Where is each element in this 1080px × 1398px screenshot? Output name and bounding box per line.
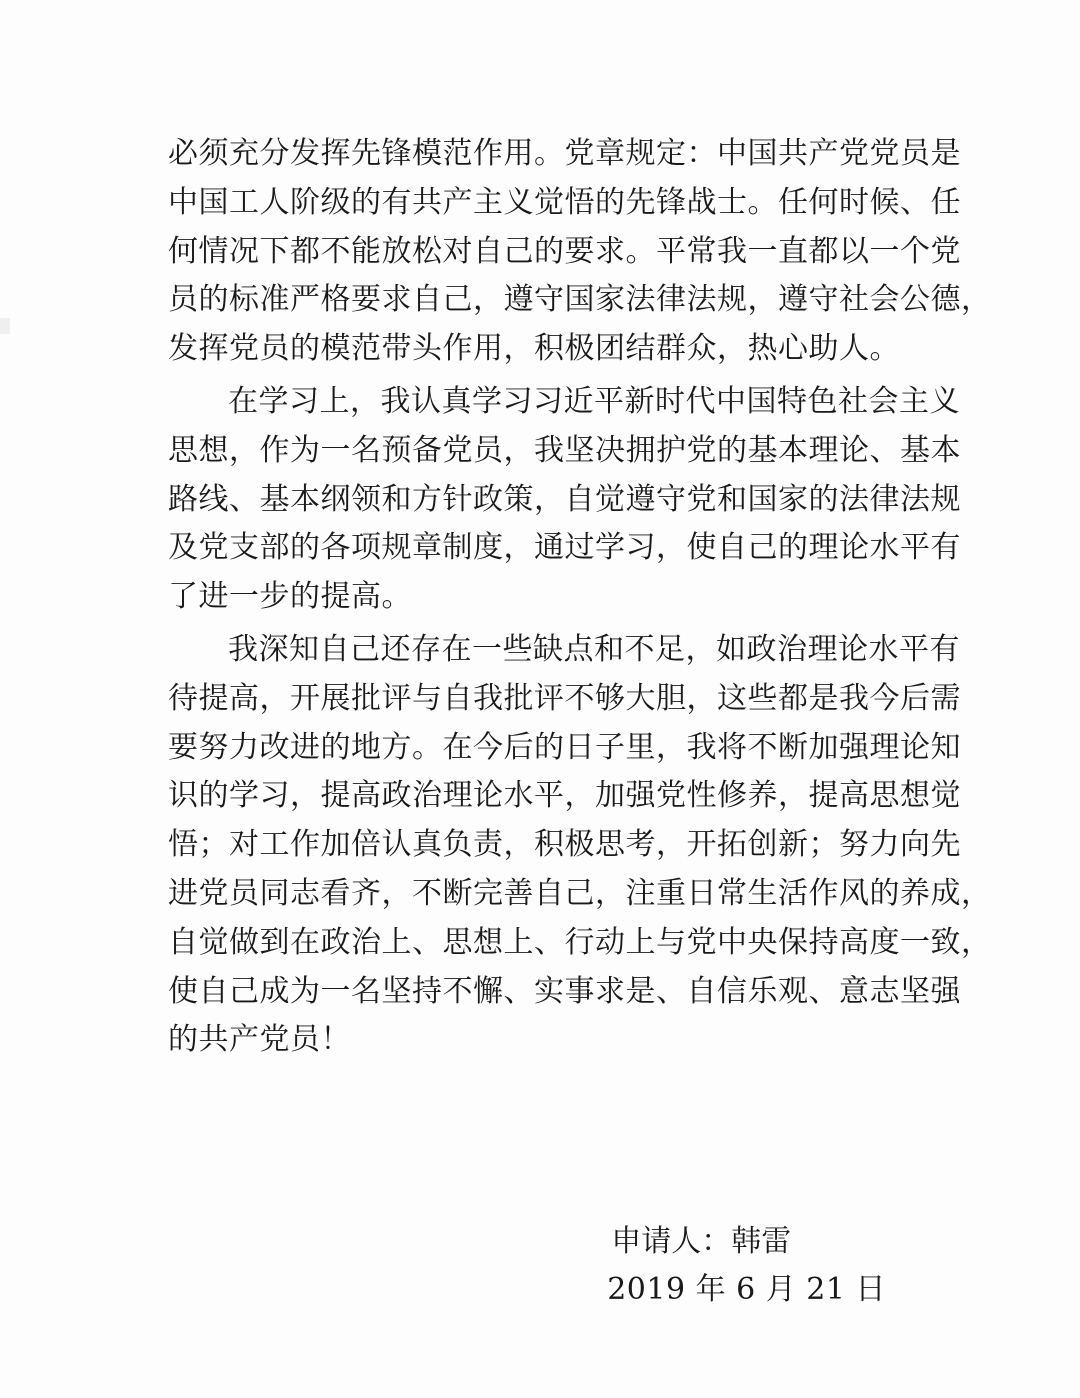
text-line: 思想，作为一名预备党员，我坚决拥护党的基本理论、基本 [168,432,961,468]
text-line: 悟；对工作加倍认真负责，积极思考，开拓创新；努力向先 [168,827,961,863]
text-line: 待提高，开展批评与自我批评不够大胆，这些都是我今后需 [168,680,961,716]
text-line: 必须充分发挥先锋模范作用。党章规定：中国共产党党员是 [168,136,961,171]
paragraph-2 [168,378,961,622]
text-line: 路线、基本纲领和方针政策，自觉遵守党和国家的法律法规 [168,481,961,517]
text-line: 及党支部的各项规章制度，通过学习，使自己的理论水平有 [168,530,961,566]
text-line: 识的学习，提高政治理论水平，加强党性修养，提高思想觉 [168,778,961,814]
text-line: 员的标准严格要求自己，遵守国家法律法规，遵守社会公德， [168,282,992,318]
text-line: 自觉做到在政治上、思想上、行动上与党中央保持高度一致， [168,924,992,960]
text-line: 使自己成为一名坚持不懈、实事求是、自信乐观、意志坚强 [168,973,961,1009]
paragraph-3 [168,626,992,1065]
applicant-name: 申请人：韩雷 [611,1224,792,1259]
text-line: 我深知自己还存在一些缺点和不足，如政治理论水平有 [228,631,960,667]
paragraph-1 [168,130,992,374]
text-line: 进党员同志看齐，不断完善自己，注重日常生活作风的养成， [168,875,992,911]
text-line: 在学习上，我认真学习习近平新时代中国特色社会主义 [228,383,960,419]
document-body [168,130,992,1065]
signature-block [607,1218,886,1314]
text-line: 要努力改进的地方。在今后的日子里，我将不断加强理论知 [168,729,961,765]
signature-date: 2019 年 6 月 21 日 [607,1272,886,1307]
text-line: 发挥党员的模范带头作用，积极团结群众，热心助人。 [168,331,900,367]
text-line: 了进一步的提高。 [168,579,412,615]
text-line: 的共产党员！ [168,1022,351,1058]
scan-edge-mark [0,318,10,334]
text-line: 何情况下都不能放松对自己的要求。平常我一直都以一个党 [168,233,961,269]
text-line: 中国工人阶级的有共产主义觉悟的先锋战士。任何时候、任 [168,184,961,220]
